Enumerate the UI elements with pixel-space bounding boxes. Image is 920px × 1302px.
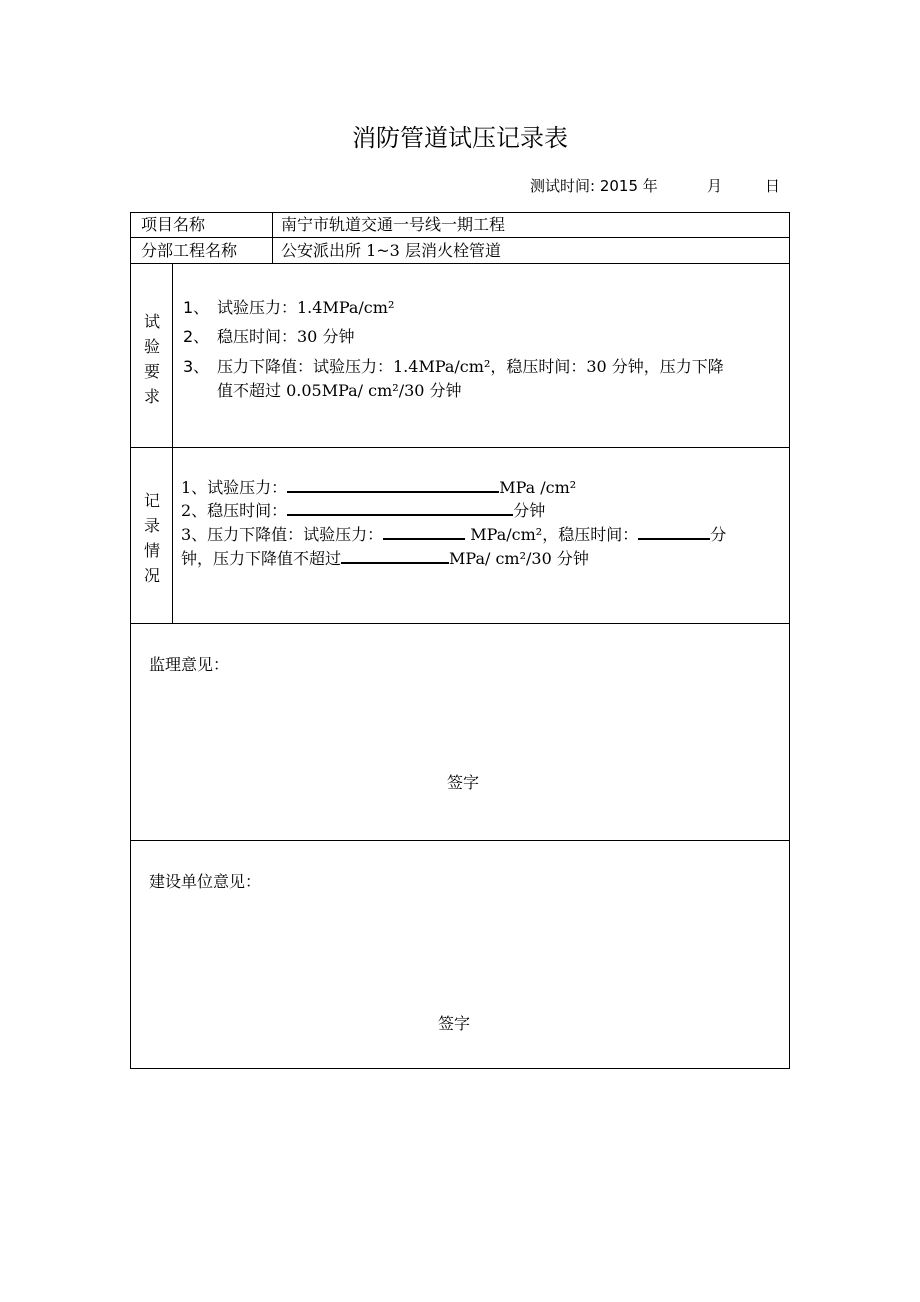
requirements-label: 试 验 要 求	[143, 312, 160, 406]
owner-signature[interactable]: 签字	[438, 1014, 471, 1033]
project-name-value: 南宁市轨道交通一号线一期工程	[281, 215, 506, 234]
test-date-month: 月	[707, 177, 723, 195]
row-divider	[131, 447, 789, 448]
record-line-limit: 钟，压力下降值不超过 MPa/ cm²/30 分钟	[181, 549, 589, 568]
row-divider	[131, 263, 789, 264]
row-divider	[131, 840, 789, 841]
test-date-day: 日	[765, 177, 781, 195]
sub-project-label: 分部工程名称	[141, 241, 238, 260]
drop-pressure-field[interactable]	[383, 524, 465, 540]
supervision-signature[interactable]: 签字	[447, 773, 480, 792]
hold-time-field[interactable]	[287, 500, 513, 516]
drop-limit-field[interactable]	[341, 548, 449, 564]
column-divider	[272, 213, 273, 263]
requirement-item: 2、 稳压时间：30 分钟	[183, 327, 355, 346]
test-date-label: 测试时间: 2015 年	[530, 177, 658, 195]
project-name-label: 项目名称	[141, 215, 206, 234]
record-label: 记 录 情 况	[143, 491, 160, 585]
record-line-time: 2、稳压时间： 分钟	[181, 501, 546, 520]
requirement-item-continuation: 值不超过 0.05MPa/ cm²/30 分钟	[217, 381, 462, 400]
record-line-pressure: 1、试验压力： MPa /cm²	[181, 478, 577, 497]
test-pressure-field[interactable]	[287, 477, 499, 493]
owner-opinion-label: 建设单位意见：	[149, 872, 262, 891]
requirement-item: 1、 试验压力：1.4MPa/cm²	[183, 298, 395, 317]
row-divider	[131, 237, 789, 238]
row-divider	[131, 623, 789, 624]
sub-project-value: 公安派出所 1~3 层消火栓管道	[281, 241, 501, 260]
record-form	[130, 212, 790, 1069]
supervision-opinion-label: 监理意见：	[149, 655, 230, 674]
drop-time-field[interactable]	[638, 524, 710, 540]
record-line-drop: 3、压力下降值：试验压力： MPa/cm²，稳压时间： 分	[181, 525, 727, 544]
page-title: 消防管道试压记录表	[352, 124, 568, 152]
requirement-item: 3、 压力下降值：试验压力：1.4MPa/cm²，稳压时间：30 分钟，压力下降	[183, 357, 724, 376]
